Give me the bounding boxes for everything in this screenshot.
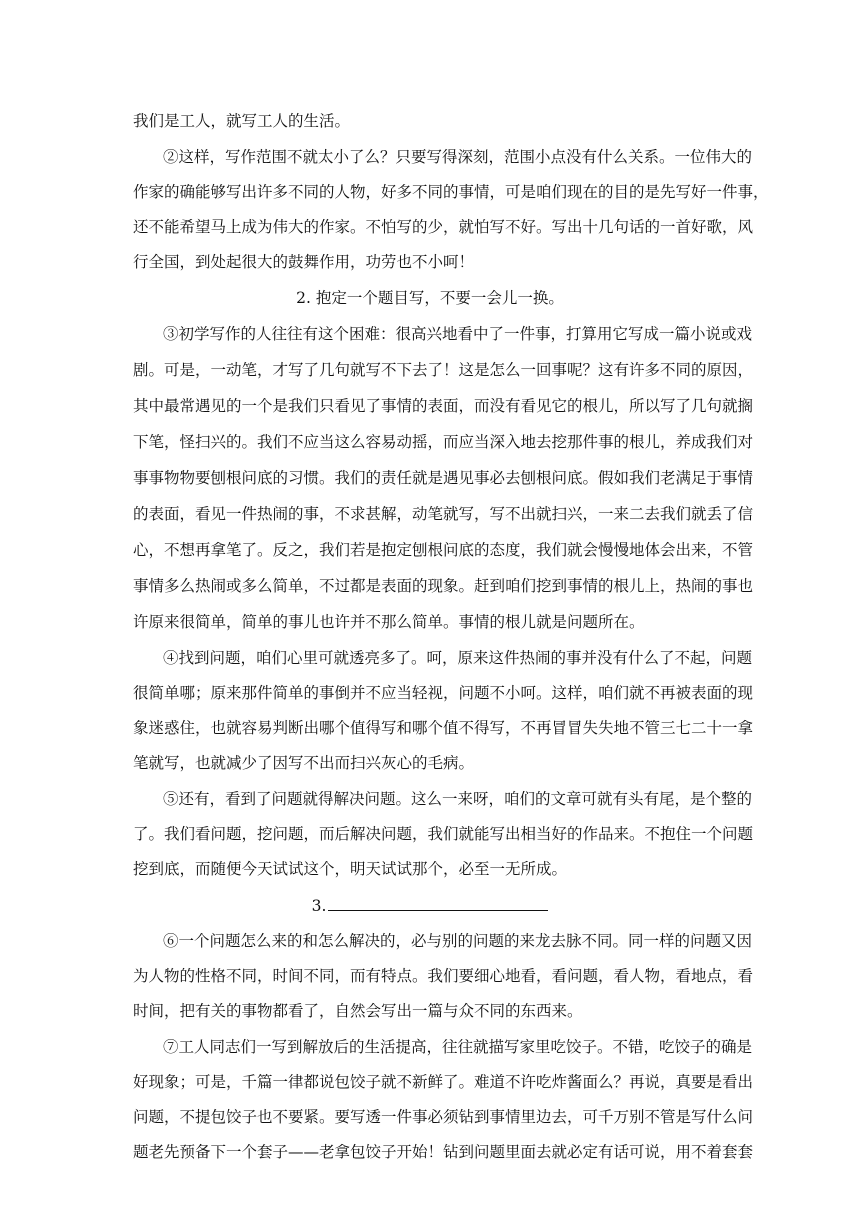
paragraph-line: 象迷惑住，也就容易判断出哪个值得写和哪个值不得写，不再冒冒失失地不管三七二十一拿 <box>133 719 754 737</box>
paragraph-line: 了。我们看问题，挖问题，而后解决问题，我们就能写出相当好的作品来。不抱住一个问题 <box>133 825 754 843</box>
paragraph-line: 问题，不提包饺子也不要紧。要写透一件事必须钻到事情里边去，可千万别不管是写什么问 <box>133 1108 754 1126</box>
paragraph-line: 许原来很简单，简单的事儿也许并不那么简单。事情的根儿就是问题所在。 <box>133 613 645 631</box>
paragraph-line: 剧。可是，一动笔，才写了几句就写不下去了！这是怎么一回事呢？这有许多不同的原因， <box>133 361 754 379</box>
paragraph-line: 作家的确能够写出许多不同的人物，好多不同的事情，可是咱们现在的目的是先写好一件事， <box>133 183 769 201</box>
paragraph-line: 心，不想再拿笔了。反之，我们若是抱定刨根问底的态度，我们就会慢慢地体会出来，不管 <box>133 541 754 559</box>
section-heading: 2. 抱定一个题目写，不要一会儿一换。 <box>296 289 564 307</box>
paragraph-line: 其中最常遇见的一个是我们只看见了事情的表面，而没有看见它的根儿，所以写了几句就搁 <box>133 397 754 415</box>
paragraph-line: 好现象；可是，千篇一律都说包饺子就不新鲜了。难道不许吃炸酱面么？再说，真要是看出 <box>133 1073 754 1091</box>
paragraph-line: 时间，把有关的事物都看了，自然会写出一篇与众不同的东西来。 <box>133 1002 583 1020</box>
paragraph-line: ⑤还有，看到了问题就得解决问题。这么一来呀，咱们的文章可就有头有尾，是个整的 <box>163 790 753 808</box>
paragraph-line: ④找到问题，咱们心里可就透亮多了。呵，原来这件热闹的事并没有什么了不起，问题 <box>163 649 753 667</box>
paragraph-line: 下笔，怪扫兴的。我们不应当这么容易动摇，而应当深入地去挖那件事的根儿，养成我们对 <box>133 433 754 451</box>
paragraph-line: ⑦工人同志们一写到解放后的生活提高，往往就描写家里吃饺子。不错，吃饺子的确是 <box>163 1038 753 1056</box>
section-heading-blank <box>0 895 860 916</box>
paragraph-line: ③初学写作的人往往有这个困难：很高兴地看中了一件事，打算用它写成一篇小说或戏 <box>163 325 753 343</box>
paragraph-line: 题老先预备下一个套子——老拿包饺子开始！钻到问题里面去就必定有话可说，用不着套套 <box>133 1143 754 1161</box>
paragraph-line: 行全国，到处起很大的鼓舞作用，功劳也不小呵！ <box>133 253 475 271</box>
paragraph-line: 还不能希望马上成为伟大的作家。不怕写的少，就怕写不好。写出十几句话的一首好歌，风 <box>133 218 754 236</box>
paragraph-line: 很简单哪；原来那件简单的事倒并不应当轻视，问题不小呵。这样，咱们就不再被表面的现 <box>133 684 754 702</box>
paragraph-line: ②这样，写作范围不就太小了么？只要写得深刻，范围小点没有什么关系。一位伟大的 <box>163 148 753 166</box>
paragraph-line: 的表面，看见一件热闹的事，不求甚解，动笔就写，写不出就扫兴，一来二去我们就丢了信 <box>133 505 754 523</box>
paragraph-line: ⑥一个问题怎么来的和怎么解决的，必与别的问题的来龙去脉不同。同一样的问题又因 <box>163 932 753 950</box>
paragraph-line: 事情多么热闹或多么简单，不过都是表面的现象。赶到咱们挖到事情的根儿上，热闹的事也 <box>133 577 754 595</box>
paragraph-line: 我们是工人，就写工人的生活。 <box>133 112 351 130</box>
paragraph-line: 笔就写，也就减少了因写不出而扫兴灰心的毛病。 <box>133 754 475 772</box>
paragraph-line: 事事物物要刨根问底的习惯。我们的责任就是遇见事必去刨根问底。假如我们老满足于事情 <box>133 469 754 487</box>
section-number: 3. <box>311 897 327 915</box>
paragraph-line: 挖到底，而随便今天试试这个，明天试试那个，必至一无所成。 <box>133 860 568 878</box>
paragraph-line: 为人物的性格不同，时间不同，而有特点。我们要细心地看，看问题，看人物，看地点，看 <box>133 967 754 985</box>
answer-blank[interactable] <box>328 895 548 911</box>
